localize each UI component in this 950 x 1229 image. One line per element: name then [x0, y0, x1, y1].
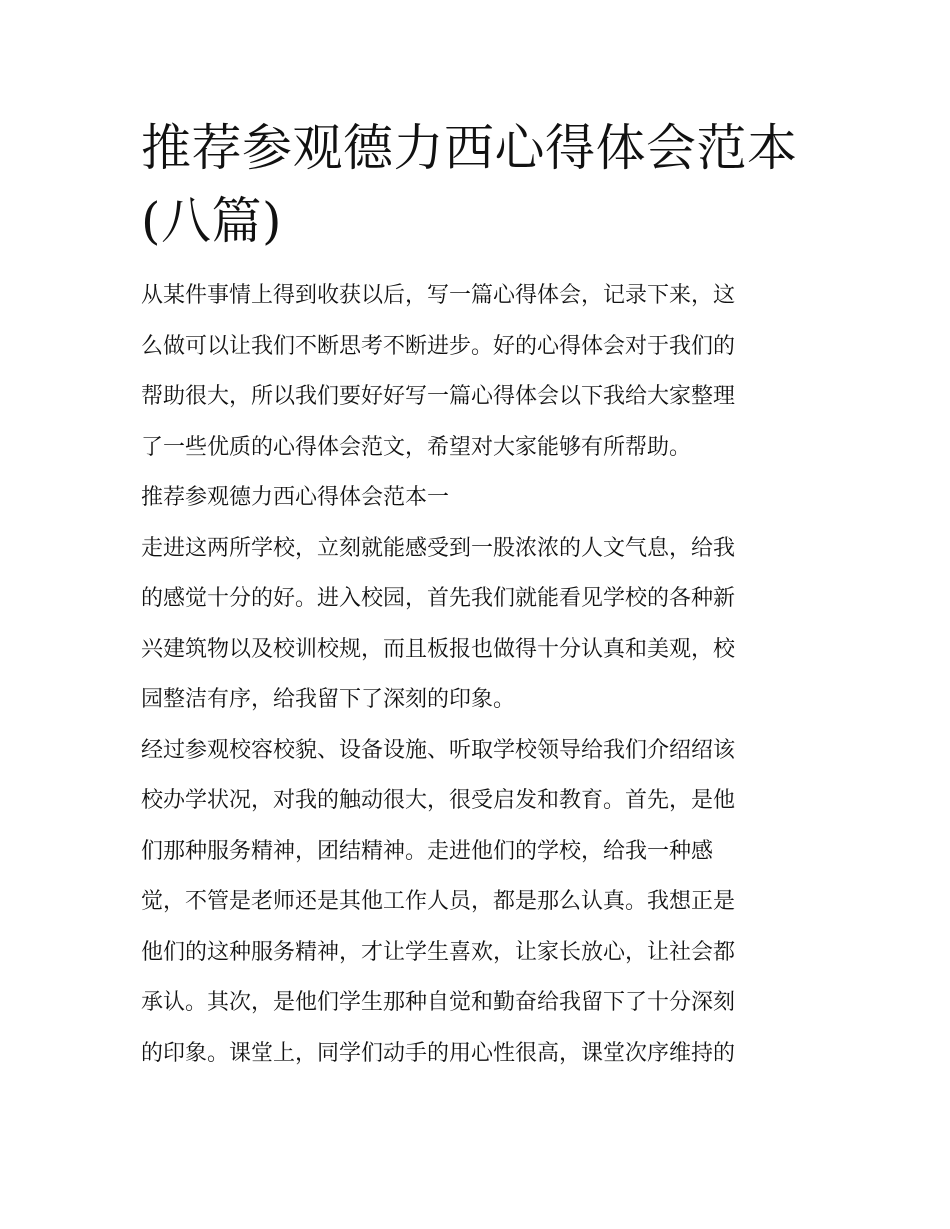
document-title [141, 112, 813, 258]
document-body [141, 112, 813, 1079]
text-line: 校办学状况，对我的触动很大，很受启发和教育。首先，是他 [141, 788, 736, 813]
text-line: 的感觉十分的好。进入校园，首先我们就能看见学校的各种新 [141, 586, 736, 611]
text-line: 经过参观校容校貌、设备设施、听取学校领导给我们介绍绍该 [141, 737, 736, 763]
title-line: (八篇) [141, 192, 283, 250]
text-line: 他们的这种服务精神，才让学生喜欢，让家长放心，让社会都 [141, 939, 736, 965]
text-line: 园整洁有序，给我留下了深刻的印象。 [141, 687, 516, 712]
text-line: 么做可以让我们不断思考不断进步。好的心得体会对于我们的 [141, 333, 736, 359]
title-line: 推荐参观德力西心得体会范本 [141, 119, 798, 177]
text-line: 们那种服务精神，团结精神。走进他们的学校，给我一种感 [141, 838, 714, 864]
section-heading: 推荐参观德力西心得体会范本一 [141, 485, 450, 510]
text-line: 走进这两所学校，立刻就能感受到一股浓浓的人文气息，给我 [141, 535, 736, 561]
text-line: 承认。其次，是他们学生那种自觉和勤奋给我留下了十分深刻 [141, 990, 736, 1015]
text-line: 了一些优质的心得体会范文，希望对大家能够有所帮助。 [141, 434, 692, 460]
text-line: 兴建筑物以及校训校规，而且板报也做得十分认真和美观，校 [141, 636, 736, 662]
text-line: 帮助很大，所以我们要好好写一篇心得体会以下我给大家整理 [141, 384, 736, 409]
body-paragraph [141, 726, 813, 1080]
text-line: 的印象。课堂上，同学们动手的用心性很高，课堂次序维持的 [141, 1040, 736, 1066]
text-line: 觉，不管是老师还是其他工作人员，都是那么认真。我想正是 [141, 889, 736, 914]
intro-paragraph [141, 271, 813, 473]
body-paragraph [141, 524, 813, 726]
text-line: 从某件事情上得到收获以后，写一篇心得体会，记录下来，这 [141, 283, 736, 308]
